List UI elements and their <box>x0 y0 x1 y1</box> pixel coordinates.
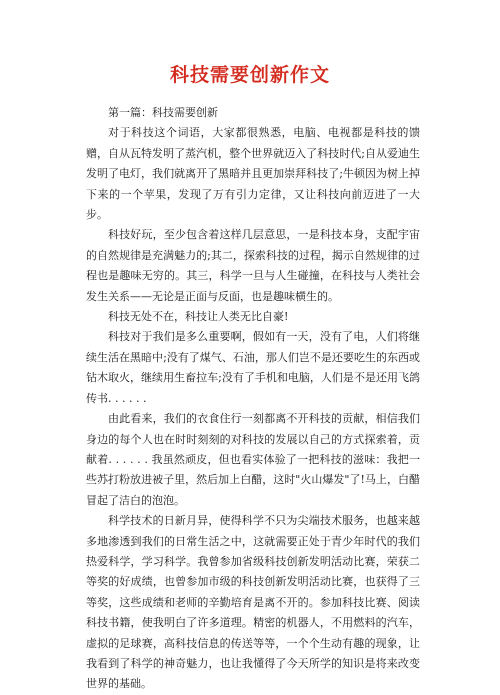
paragraph: 由此看来，我们的衣食住行一刻都离不开科技的贡献，相信我们身边的每个人也在时时刻刻的对科技的发展以自己的方式探索着，贡献着. . . . . . 我虽然顽皮，但也看实体验了一把科技的滋味：我把一些苏打粉放进被子里，然后加上白醋，这时"火山爆发"了!马上，白醋冒起了洁白的泡泡。 <box>86 412 420 507</box>
paragraph: 科技好玩，至少包含着这样几层意思，一是科技本身，支配宇宙的自然规律是充满魅力的;其二，探索科技的过程，揭示自然规律的过程也是趣味无穷的。其三，科学一旦与人生碰撞，在科技与人类社会发生关系——无论是正面与反面，也是趣味横生的。 <box>86 228 420 303</box>
paragraph: 科技对于我们是多么重要啊，假如有一天，没有了电，人们将继续生活在黑暗中;没有了煤气、石油，那人们岂不是还要吃生的东西或钻木取火，继续用生畜拉车;没有了手机和电脑，人们是不是还用飞鸽传书. . . . . . <box>86 330 420 405</box>
paragraph: 科技无处不在，科技让人类无比自豪! <box>108 310 289 324</box>
section-heading: 第一篇：科技需要创新 <box>108 106 218 119</box>
paragraph: 对于科技这个词语，大家都很熟悉，电脑、电视都是科技的馈赠，自从瓦特发明了蒸汽机，整个世界就迈入了科技时代;自从爱迪生发明了电灯，我们就离开了黑暗并且更加崇拜科技了;牛顿因为树上掉下来的一个苹果，发现了万有引力定律，又让科技向前迈进了一大步。 <box>86 126 420 222</box>
document-body <box>86 103 420 695</box>
paragraph: 科学技术的日新月异，使得科学不只为尖端技术服务，也越来越多地渗透到我们的日常生活之中，这就需要正处于青少年时代的我们热爱科学，学习科学。我曾参加省级科技创新发明活动比赛，荣获二等奖的好成绩，也曾参加市级的科技创新发明活动比赛，也获得了三等奖，这些成绩和老师的辛勤培育是离不开的。参加科技比赛、阅读科技书籍，使我明白了许多道理。精密的机器人，不用燃料的汽车，虚拟的足球赛，高科技信息的传送等等，一个个生动有趣的现象，让我看到了科学的神奇魅力，也让我懂得了今天所学的知识是将来改变世界的基础。 <box>86 514 420 691</box>
document-title: 科技需要创新作文 <box>169 64 330 86</box>
